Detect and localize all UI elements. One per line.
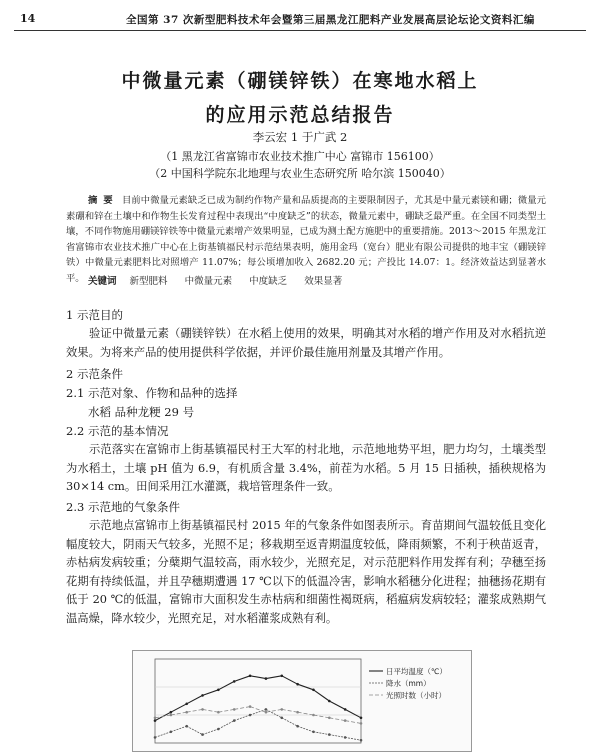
keyword: 新型肥料 <box>129 276 168 287</box>
section-1-text: 验证中微量元素（硼镁锌铁）在水稻上使用的效果，明确其对水稻的增产作用及对水稻抗逆效果。为将来产品的使用提供科学依据，并评价最佳施用剂量及其增产作用。 <box>66 327 546 359</box>
section-2-2-heading: 2.2 示范的基本情况 <box>66 424 169 438</box>
data-point <box>154 736 157 739</box>
keyword: 中微量元素 <box>184 276 233 287</box>
series-segment <box>218 681 234 689</box>
series-segment <box>329 735 345 738</box>
series-segment <box>266 709 282 712</box>
data-point <box>170 711 173 714</box>
series-segment <box>250 707 266 713</box>
data-point <box>170 714 173 717</box>
data-point <box>344 719 347 722</box>
series-segment <box>298 726 314 732</box>
data-point <box>280 708 283 711</box>
data-point <box>249 675 252 678</box>
data-point <box>312 689 315 692</box>
data-point <box>201 708 204 711</box>
weather-chart-svg <box>133 651 471 751</box>
data-point <box>154 719 157 722</box>
abstract-label: 摘要 <box>88 195 119 206</box>
series-segment <box>313 715 329 718</box>
data-point <box>312 714 315 717</box>
data-point <box>233 719 236 722</box>
data-point <box>296 683 299 686</box>
data-point <box>280 675 283 678</box>
series-segment <box>234 715 250 721</box>
data-point <box>233 708 236 711</box>
data-point <box>265 677 268 680</box>
page-number: 14 <box>20 12 36 25</box>
data-point <box>185 703 188 706</box>
series-segment <box>329 701 345 709</box>
paper-title-line2: 的应用示范总结报告 <box>205 104 395 126</box>
series-segment <box>345 709 361 717</box>
data-point <box>249 705 252 708</box>
data-point <box>185 725 188 728</box>
legend-entry: 降水（mm） <box>386 679 431 688</box>
data-point <box>170 731 173 734</box>
series-segment <box>234 676 250 682</box>
series-segment <box>345 737 361 740</box>
data-point <box>280 717 283 720</box>
data-point <box>217 728 220 731</box>
series-segment <box>203 709 219 712</box>
series-segment <box>266 676 282 679</box>
data-point <box>185 711 188 714</box>
data-point <box>201 733 204 736</box>
data-point <box>217 711 220 714</box>
affiliation-1: （1 黑龙江省富锦市农业技术推广中心 富锦市 156100） <box>160 150 440 163</box>
weather-chart <box>132 650 472 752</box>
series-segment <box>250 676 266 679</box>
series-segment <box>187 709 203 712</box>
data-point <box>328 733 331 736</box>
series-segment <box>218 721 234 729</box>
series-segment <box>345 721 361 724</box>
data-point <box>233 680 236 683</box>
data-point <box>328 700 331 703</box>
data-point <box>249 714 252 717</box>
series-segment <box>313 690 329 701</box>
series-segment <box>250 709 266 715</box>
series-segment <box>171 712 187 715</box>
section-2-1-heading: 2.1 示范对象、作物和品种的选择 <box>66 386 238 400</box>
data-point <box>296 725 299 728</box>
section-2-2-text: 示范落实在富锦市上街基镇福民村王大军的村北地，示范地地势平坦，肥力均匀，土壤类型为水稻土，土壤 pH 值为 6.9，有机质含量 3.4%，前茬为水稻。5 月 15 日插秧，插秧规格为 30×14 cm。田间采用江水灌溉，栽培管理条件一致。 <box>66 443 546 494</box>
series-segment <box>155 732 171 738</box>
keyword: 中度缺乏 <box>249 276 288 287</box>
series-segment <box>171 726 187 732</box>
data-point <box>344 708 347 711</box>
section-1-heading: 1 示范目的 <box>66 308 123 322</box>
series-segment <box>282 676 298 684</box>
running-title: 全国第 37 次新型肥料技术年会暨第三届黑龙江肥料产业发展高层论坛论文资料汇编 <box>126 14 535 26</box>
keywords-label: 关键词 <box>88 276 117 287</box>
section-2-3-text: 示范地点富锦市上街基镇福民村 2015 年的气象条件如图表所示。育苗期间气温较低且变化幅度较大，阴雨天气较多，光照不足；移栽期至返青期温度较低，降雨频繁，不利于秧苗返青，赤枯病发病较重；分蘖期气温较高，雨水较少，光照充足，对示范肥料作用发挥有利；孕穗至扬花期有持续低温，并且孕穗期遭遇 17 ℃以下的低温冷害，影响水稻穗分化进程；抽穗扬花期有低于 20 ℃的低温，富锦市大面积发生赤枯病和细菌性褐斑病，稻瘟病发病较轻；灌浆成熟期气温高燥，降水较少，光照充足，对水稻灌浆成熟有利。 <box>66 519 546 625</box>
data-point <box>201 694 204 697</box>
series-segment <box>187 726 203 734</box>
abstract-text: 目前中微量元素缺乏已成为制约作物产量和品质提高的主要限制因子，尤其是中量元素镁和硼；微量元素硼和锌在土壤中和作物生长发育过程中表现出“中度缺乏”的状态，微量元素中，硼缺乏最严重。在全国不同类型土壤，不同作物施用硼镁锌铁等中微量元素增产效果明显，已成为测土配方施肥中的重要措施。2013～2015 年黑龙江省富锦市农业技术推广中心在上街基镇福民村示范结果表明，施用金玛（宽台）肥业有限公司提供的地丰宝（硼镁锌铁）中微量元素肥料比对照增产 11.07%；每公顷增加收入 2682.20 元；产投比 14.07：1。经济效益达到显著水平。 <box>66 195 546 284</box>
data-point <box>217 689 220 692</box>
section-2-3-heading: 2.3 示范地的气象条件 <box>66 500 180 514</box>
series-segment <box>187 695 203 703</box>
series-segment <box>298 712 314 715</box>
data-point <box>154 717 157 720</box>
series-segment <box>282 709 298 712</box>
legend-entry: 光照时数（小时） <box>386 691 446 700</box>
running-header <box>14 8 586 31</box>
section-2-1-text: 水稻 品种龙粳 29 号 <box>88 405 195 419</box>
series-segment <box>203 729 219 735</box>
series-segment <box>203 690 219 696</box>
data-point <box>296 711 299 714</box>
data-point <box>265 708 268 711</box>
data-point <box>360 717 363 720</box>
series-segment <box>171 704 187 712</box>
series-segment <box>218 709 234 712</box>
series-segment <box>282 718 298 726</box>
data-point <box>360 739 363 742</box>
data-point <box>344 736 347 739</box>
series-segment <box>313 732 329 735</box>
data-point <box>312 731 315 734</box>
authors: 李云宏 1 于广武 2 <box>252 130 348 144</box>
data-point <box>360 722 363 725</box>
data-point <box>328 717 331 720</box>
paper-title-line1: 中微量元素（硼镁锌铁）在寒地水稻上 <box>121 70 479 92</box>
series-segment <box>329 718 345 721</box>
series-segment <box>155 715 171 718</box>
affiliation-2: （2 中国科学院东北地理与农业生态研究所 哈尔滨 150040） <box>149 167 451 180</box>
keyword: 效果显著 <box>304 276 343 287</box>
keywords <box>88 273 356 287</box>
legend-entry: 日平均温度（℃） <box>386 667 447 676</box>
series-segment <box>234 707 250 710</box>
section-2-heading: 2 示范条件 <box>66 367 123 381</box>
data-point <box>265 711 268 714</box>
